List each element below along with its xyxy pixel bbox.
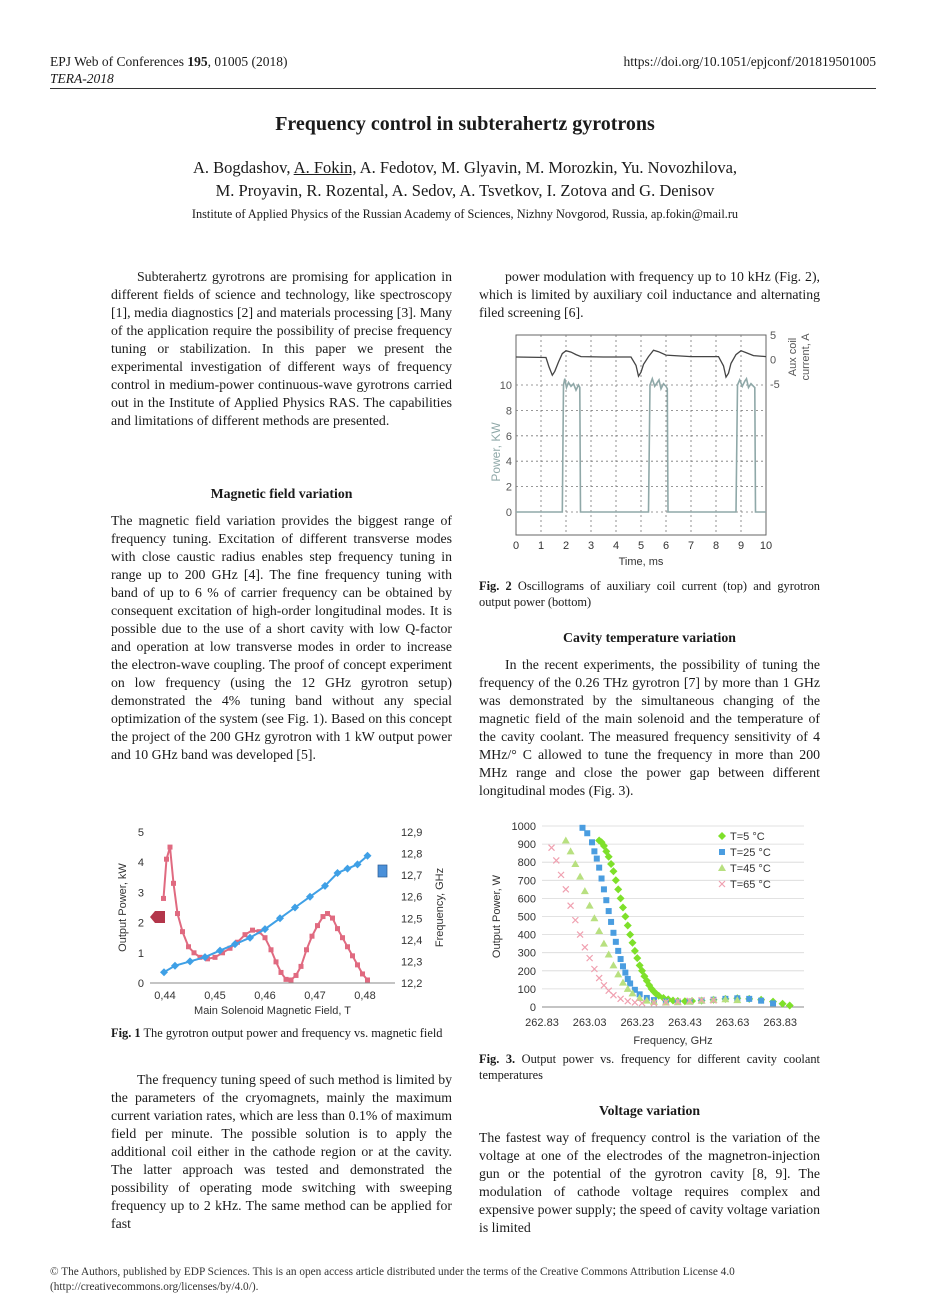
legend-label: T=65 °C: [730, 879, 771, 891]
data-point: [746, 996, 752, 1002]
data-point: [601, 886, 607, 892]
power-point: [360, 971, 365, 976]
power-point: [315, 923, 320, 928]
y-tick-label: 5: [137, 827, 144, 839]
x-tick-label: 0,46: [254, 990, 276, 1002]
data-point: [758, 998, 764, 1004]
presenting-author: A. Fokin,: [293, 158, 357, 177]
y-axis-title: Output Power, W: [491, 874, 503, 959]
y-tick-label: 900: [517, 839, 536, 852]
power-point: [355, 962, 360, 967]
y-tick-label: 500: [517, 911, 536, 924]
data-point: [596, 865, 602, 871]
frequency-axis-indicator: [378, 865, 387, 877]
y2-axis-title: Aux coilcurrent, A: [787, 333, 812, 381]
x-tick-label: 9: [737, 540, 745, 552]
y2-tick-label: 12,7: [401, 870, 423, 883]
legend-label: T=45 °C: [730, 863, 771, 875]
data-point: [600, 940, 608, 947]
x-axis-title: Frequency, GHz: [633, 1035, 713, 1047]
power-point: [243, 932, 248, 937]
power-point: [294, 973, 299, 978]
data-point: [567, 847, 575, 854]
temperature-paragraph: In the recent experiments, the possibility of tuning the frequency of the 0.26 THz gyrotron [7] by more than 1 GHz was demonstrated by the simultaneous changing of the magnetic field of the main solenoid and the temperature of the cavity coolant. The measured frequency sensitivity of 4 MHz/° C allowed to tune the frequency in more than 200 MHz range and close the power gap between different longitudinal modes (Fig. 3).: [479, 657, 820, 798]
frequency-point: [171, 962, 179, 970]
power-point: [180, 929, 185, 934]
data-point: [633, 954, 641, 962]
data-point: [618, 996, 624, 1002]
y-tick-label: 200: [517, 965, 536, 978]
figure-3-caption: Fig. 3. Output power vs. frequency for different cavity coolant temperatures: [479, 1052, 820, 1082]
power-point: [350, 953, 355, 958]
intro-paragraph: Subterahertz gyrotrons are promising for application in different fields of science and technology, like spectroscopy [1], media diagnostics [2] and materials processing [3]. Many of the application require the possibility of precise frequency tuning or stabilization. In this paper we present the experimental investigation of different ways of frequency control in medium-power continuous-wave gyrotrons carried out in the Institute of Applied Physics RAS. The capabilities and limitations of different methods are presented.: [111, 269, 452, 428]
x-tick-label: 0,47: [304, 990, 326, 1002]
legend-marker: [719, 881, 725, 887]
y-tick-label: 0: [137, 978, 144, 990]
x-tick-label: 0: [512, 540, 520, 552]
data-point: [606, 908, 612, 914]
section-heading-temperature: Cavity temperature variation: [563, 630, 736, 645]
power-point: [161, 896, 166, 901]
data-point: [584, 830, 590, 836]
data-point: [619, 903, 627, 911]
y-tick-label: 2: [505, 481, 512, 494]
license-link[interactable]: (http://creativecommons.org/licenses/by/4.0/).: [50, 1281, 259, 1293]
x-tick-label: 0,44: [154, 990, 176, 1002]
y2-tick-label: -5: [770, 379, 780, 391]
y2-tick-label: 12,6: [401, 891, 423, 904]
data-point: [615, 948, 621, 954]
magnetic-paragraph: The magnetic field variation provides the biggest range of frequency tuning. Excitation of different transverse modes with close caustic radius enables step frequency tuning in range up to 200 GHz [4]. The fine frequency tuning with band of up to 6 % of carrier frequency can be obtained by consequent excitation of high-order longitudinal modes. It is possible due to the use of a short cavity with low Q-factor and operation at low transverse modes in order to increase the electron-wave coupling. The proof of concept experiment on low frequency (using the 12 GHz gyrotron setup) demonstrated the 4% tuning band without any special optimization of the system (see Fig. 1). Based on this concept the project of the 200 GHz gyrotron with 1 kW output power and 10 GHz band was developed [5].: [111, 513, 452, 762]
y-tick-label: 3: [137, 887, 144, 900]
power-point: [164, 857, 169, 862]
data-point: [568, 903, 574, 909]
data-point: [612, 876, 620, 884]
x-tick-label: 7: [687, 540, 695, 552]
y-tick-label: 2: [137, 917, 144, 930]
data-point: [594, 856, 600, 862]
power-point: [250, 928, 255, 933]
data-point: [549, 845, 555, 851]
coil-current-trace: [516, 350, 766, 377]
power-point: [192, 950, 197, 955]
y-tick-label: 0: [529, 1002, 536, 1014]
author-list: A. Bogdashov, A. Fokin, A. Fedotov, M. Glyavin, M. Morozkin, Yu. Novozhilova, M. Proyavin, R. Rozental, A. Sedov, A. Tsvetkov, I. Zotova and G. Denisov: [192, 158, 738, 200]
figure-1-caption: Fig. 1 The gyrotron output power and frequency vs. magnetic field: [111, 1026, 443, 1040]
power-point: [284, 977, 289, 982]
modulation-paragraph: power modulation with frequency up to 10 kHz (Fig. 2), which is limited by auxiliary coil inductance and alternating filed screening [6].: [479, 269, 820, 320]
data-point: [609, 961, 617, 968]
legend-marker: [719, 849, 725, 855]
data-point: [618, 956, 624, 962]
frequency-point: [186, 957, 194, 965]
y-tick-label: 6: [505, 430, 512, 443]
data-point: [590, 914, 598, 921]
power-axis-indicator-tip: [150, 911, 155, 923]
voltage-paragraph-box: [479, 1129, 820, 1237]
license-footer: © The Authors, published by EDP Sciences. This is an open access article distributed under the terms of the Creative Commons Attribution License 4.0 (http://creativecommons.org/licenses/by/4.0/).: [50, 1265, 876, 1295]
y-tick-label: 300: [517, 947, 536, 960]
power-point: [274, 959, 279, 964]
power-point: [330, 916, 335, 921]
header-divider: [50, 88, 876, 89]
y2-tick-label: 12,9: [401, 827, 423, 839]
x-tick-label: 0,45: [204, 990, 226, 1002]
power-point: [269, 947, 274, 952]
power-point: [321, 914, 326, 919]
power-point: [304, 947, 309, 952]
y-tick-label: 1: [137, 947, 144, 960]
power-point: [345, 944, 350, 949]
y-axis-title: Output Power, kW: [117, 863, 129, 952]
data-point: [620, 963, 626, 969]
data-point: [786, 1002, 794, 1010]
y2-tick-label: 12,5: [401, 913, 423, 926]
running-header-left: [50, 53, 288, 87]
data-point: [610, 992, 616, 998]
data-point: [579, 825, 585, 831]
data-point: [576, 873, 584, 880]
y2-tick-label: 5: [770, 330, 777, 342]
section-heading-voltage: Voltage variation: [598, 1103, 701, 1118]
data-point: [614, 885, 622, 893]
power-point: [263, 935, 268, 940]
y-tick-label: 4: [505, 456, 512, 469]
affiliation: Institute of Applied Physics of the Russian Academy of Sciences, Nizhny Novgorod, Russia, ap.fokin@mail.ru: [191, 207, 739, 221]
y-tick-label: 4: [137, 857, 144, 870]
x-tick-label: 3: [587, 540, 595, 552]
left-column-bottom: [111, 1071, 452, 1233]
left-column-top: [111, 268, 452, 430]
right-column-top: [479, 268, 820, 322]
x-tick-label: 2: [562, 540, 570, 552]
y2-tick-label: 12,4: [401, 934, 423, 947]
power-point: [289, 977, 294, 982]
voltage-paragraph: The fastest way of frequency control is the variation of the voltage at one of the electrodes of the magnetron-injection gun or the potential of the gyrotron cavity [8, 9]. The modulation of cathode voltage requires complex and expensive power supply; the speed of cavity voltage variation is limited: [479, 1130, 820, 1235]
power-point: [340, 935, 345, 940]
figure-2-chart: [486, 327, 816, 572]
data-point: [572, 917, 578, 923]
data-point: [621, 913, 629, 921]
frequency-point: [344, 865, 352, 873]
x-tick-label: 263.43: [668, 1017, 702, 1029]
y2-tick-label: 12,3: [401, 956, 423, 969]
data-point: [622, 970, 628, 976]
data-point: [603, 897, 609, 903]
power-point: [335, 926, 340, 931]
power-point: [175, 911, 180, 916]
figure-3-chart: [482, 814, 822, 1052]
data-point: [599, 875, 605, 881]
data-point: [571, 860, 579, 867]
x-axis-title: Main Solenoid Magnetic Field, T: [194, 1005, 351, 1017]
magnetic-paragraph-box: [111, 512, 452, 764]
data-point: [605, 951, 613, 958]
x-tick-label: 10: [759, 540, 773, 552]
journal-citation: EPJ Web of Conferences 195, 01005 (2018): [50, 54, 288, 69]
data-point: [581, 887, 589, 894]
y-tick-label: 100: [517, 983, 536, 996]
x-tick-label: 263.83: [763, 1017, 798, 1029]
y-tick-label: 400: [517, 929, 536, 942]
data-point: [626, 931, 634, 939]
y-tick-label: 1000: [511, 821, 536, 833]
legend-label: T=5 °C: [730, 831, 765, 843]
data-point: [608, 919, 614, 925]
data-point: [610, 930, 616, 936]
data-point: [562, 836, 570, 843]
data-point: [614, 970, 622, 977]
conference-name: TERA-2018: [50, 71, 114, 86]
x-tick-label: 6: [662, 540, 670, 552]
volume: 195: [187, 54, 208, 69]
data-point: [632, 999, 638, 1005]
data-point: [607, 860, 615, 868]
y2-tick-label: 12,2: [401, 978, 423, 990]
data-point: [596, 975, 602, 981]
data-point: [558, 872, 564, 878]
x-tick-label: 8: [712, 540, 720, 552]
power-point: [310, 934, 315, 939]
data-point: [631, 947, 639, 955]
data-point: [587, 955, 593, 961]
figure-2-caption: Fig. 2 Oscillograms of auxiliary coil current (top) and gyrotron output power (bottom): [479, 579, 820, 609]
x-tick-label: 0,48: [354, 990, 376, 1002]
y-tick-label: 600: [517, 893, 536, 906]
x-axis-title: Time, ms: [618, 556, 664, 568]
power-axis-indicator: [155, 911, 165, 923]
x-tick-label: 263.03: [572, 1017, 607, 1029]
data-point: [586, 902, 594, 909]
y-tick-label: 800: [517, 857, 536, 870]
data-point: [609, 867, 617, 875]
x-tick-label: 263.23: [620, 1017, 655, 1029]
data-point: [624, 922, 632, 930]
y-tick-label: 0: [505, 507, 512, 519]
section-heading-magnetic: Magnetic field variation: [210, 486, 353, 501]
power-point: [325, 911, 330, 916]
y-tick-label: 700: [517, 875, 536, 888]
data-point: [582, 944, 588, 950]
doi-link[interactable]: https://doi.org/10.1051/epjconf/201819501005: [623, 54, 876, 69]
y-tick-label: 10: [499, 380, 512, 392]
figure-1-chart: [110, 820, 460, 1025]
data-point: [629, 939, 637, 947]
data-point: [595, 927, 603, 934]
x-tick-label: 1: [537, 540, 545, 552]
paper-title: Frequency control in subterahertz gyrotrons: [275, 113, 655, 135]
data-point: [625, 998, 631, 1004]
power-point: [171, 881, 176, 886]
power-point: [279, 970, 284, 975]
y-axis-title: Power, KW: [489, 422, 503, 482]
x-tick-label: 263.63: [715, 1017, 750, 1029]
power-point: [299, 964, 304, 969]
x-tick-label: 5: [637, 540, 645, 552]
legend-marker: [718, 832, 726, 840]
data-point: [613, 939, 619, 945]
legend-marker: [718, 864, 726, 871]
data-point: [563, 886, 569, 892]
tuning-speed-paragraph: The frequency tuning speed of such method is limited by the parameters of the cryomagnets, mainly the maximum current variation rates, which are less than 0.1% of maximum field per minute. The possible solution is to apply the additional coil either in the cathode region or at the cavity. The latter approach was tested and demonstrated the possibility of operating mode switching with sweeping frequency up to 2 kHz. The same method can be applied for fast: [111, 1072, 452, 1231]
data-point: [591, 848, 597, 854]
power-point: [213, 955, 218, 960]
power-point: [186, 944, 191, 949]
y-tick-label: 8: [505, 405, 512, 418]
temperature-paragraph-box: [479, 656, 820, 800]
legend-label: T=25 °C: [730, 847, 771, 859]
x-tick-label: 262.83: [525, 1017, 559, 1029]
data-point: [617, 894, 625, 902]
data-point: [589, 839, 595, 845]
y2-tick-label: 0: [770, 354, 777, 367]
y2-tick-label: 12,8: [401, 848, 423, 861]
x-tick-label: 4: [612, 540, 620, 552]
data-point: [770, 1000, 776, 1006]
power-point: [168, 845, 173, 850]
power-point: [365, 977, 370, 982]
y2-axis-title: Frequency, GHz: [434, 867, 446, 948]
